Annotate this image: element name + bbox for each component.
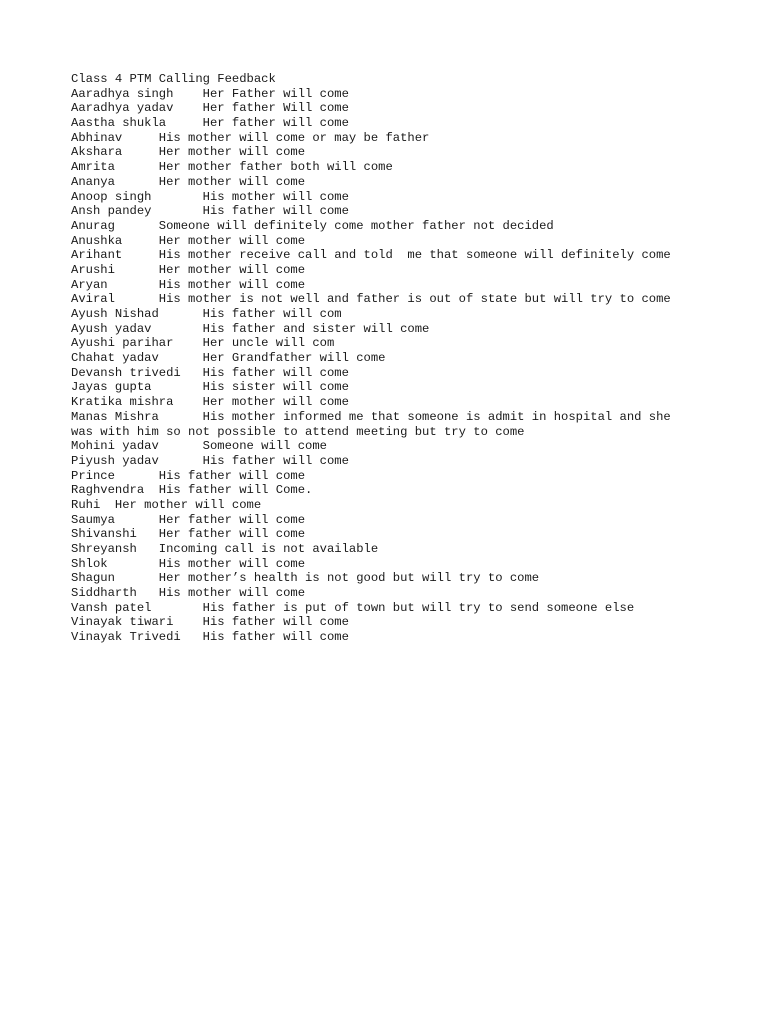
text-line: Aryan His mother will come: [71, 277, 306, 292]
text-line: Vinayak tiwari His father will come: [71, 615, 349, 630]
text-line: Akshara Her mother will come: [71, 145, 306, 160]
text-line: Siddharth His mother will come: [71, 586, 306, 601]
text-line: Ananya Her mother will come: [71, 174, 306, 189]
text-line: Ayush yadav His father and sister will come: [71, 321, 430, 336]
text-line: Ayush Nishad His father will com: [71, 307, 342, 321]
text-line: Shivanshi Her father will come: [71, 527, 306, 542]
text-line: Arushi Her mother will come: [71, 262, 306, 277]
text-line: Ruhi Her mother will come: [71, 497, 262, 512]
text-line: Jayas gupta His sister will come: [71, 380, 349, 395]
text-line: Vinayak Trivedi His father will come: [71, 630, 349, 645]
text-line: was with him so not possible to attend meeting but try to come: [71, 424, 525, 439]
text-line: Anurag Someone will definitely come mother father not decided: [71, 218, 554, 233]
text-line: Ansh pandey His father will come: [71, 204, 349, 219]
text-line: Aaradhya singh Her Father will come: [71, 86, 349, 101]
text-line: Chahat yadav Her Grandfather will come: [71, 351, 386, 366]
document-body: [71, 72, 711, 645]
text-line: Shreyansh Incoming call is not available: [71, 542, 379, 556]
text-line: Aviral His mother is not well and father is out of state but will try to come: [71, 292, 671, 307]
document-title: Class 4 PTM Calling Feedback: [71, 72, 276, 86]
text-line: Anushka Her mother will come: [71, 233, 306, 248]
text-line: Arihant His mother receive call and told me that someone will definitely come: [71, 248, 671, 263]
text-line: Prince His father will come: [71, 468, 306, 483]
text-line: Abhinav His mother will come or may be father: [71, 130, 430, 145]
text-line: Aaradhya yadav Her father Will come: [71, 101, 349, 116]
text-line: Anoop singh His mother will come: [71, 189, 349, 204]
text-line: Devansh trivedi His father will come: [71, 365, 349, 380]
text-line: Shagun Her mother’s health is not good but will try to come: [71, 571, 540, 586]
text-line: Amrita Her mother father both will come: [71, 160, 393, 175]
text-line: Kratika mishra Her mother will come: [71, 395, 349, 410]
text-line: Ayushi parihar Her uncle will com: [71, 336, 335, 351]
text-line: Piyush yadav His father will come: [71, 453, 349, 468]
text-line: Saumya Her father will come: [71, 512, 306, 527]
text-line: Raghvendra His father will Come.: [71, 483, 313, 498]
text-line: Vansh patel His father is put of town but will try to send someone else: [71, 600, 635, 615]
text-line: Mohini yadav Someone will come: [71, 439, 327, 454]
text-line: Aastha shukla Her father will come: [71, 116, 349, 131]
text-line: Manas Mishra His mother informed me that someone is admit in hospital and she: [71, 409, 671, 424]
text-line: Shlok His mother will come: [71, 556, 306, 571]
